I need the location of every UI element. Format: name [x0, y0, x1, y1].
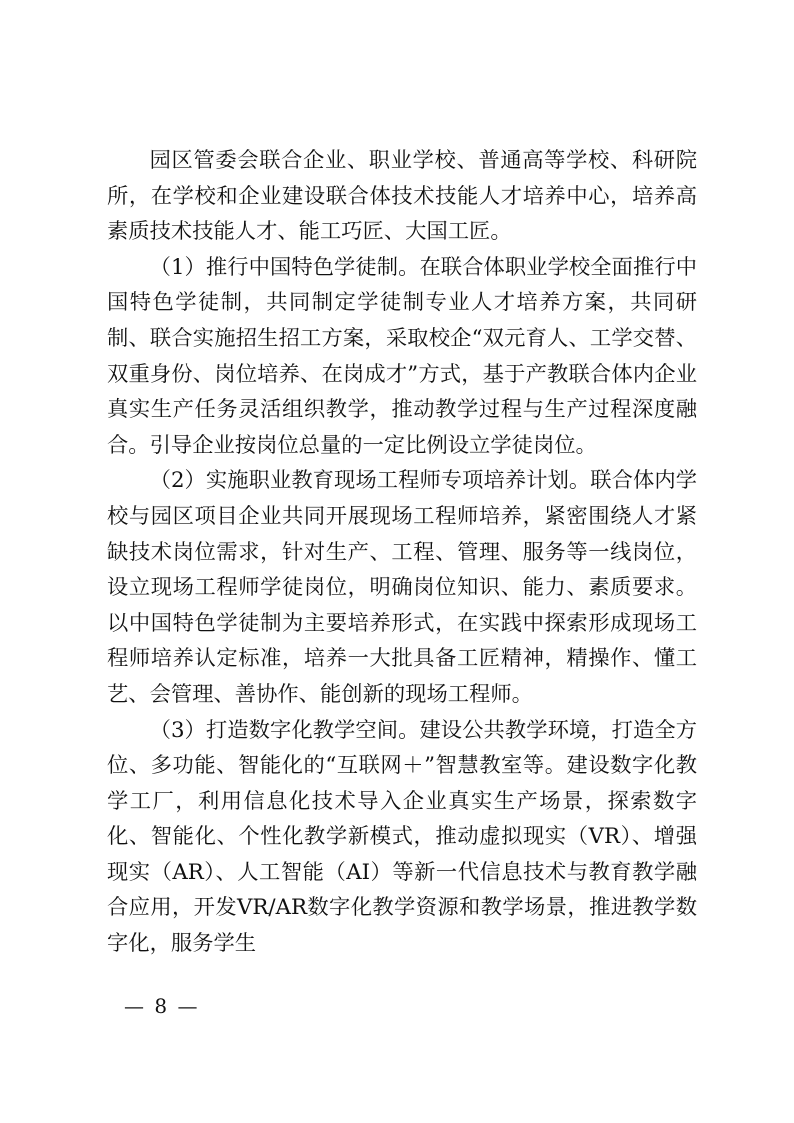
paragraph-digital-space: （3）打造数字化教学空间。建设公共教学环境，打造全方位、多功能、智能化的“互联网＋”智慧教室等。建设数字化教学工厂，利用信息化技术导入企业真实生产场景，探索数字化、智能化、个性化教学新模式，推动虚拟现实（VR）、增强现实（AR）、人工智能（AI）等新一代信息技术与教育教学融合应用，开发VR/AR数字化教学资源和教学场景，推进教学数字化，服务学生 [107, 717, 697, 957]
paragraph-intro: 园区管委会联合企业、职业学校、普通高等学校、科研院所，在学校和企业建设联合体技术技能人才培养中心，培养高素质技术技能人才、能工巧匠、大国工匠。 [107, 148, 697, 245]
page-number: — 8 — [124, 994, 200, 1018]
paragraph-apprenticeship: （1）推行中国特色学徒制。在联合体职业学校全面推行中国特色学徒制，共同制定学徒制专业人才培养方案，共同研制、联合实施招生招工方案，采取校企“双元育人、工学交替、双重身份、岗位培养、在岗成才”方式，基于产教联合体内企业真实生产任务灵活组织教学，推动教学过程与生产过程深度融合。引导企业按岗位总量的一定比例设立学徒岗位。 [107, 254, 697, 458]
paragraph-field-engineer: （2）实施职业教育现场工程师专项培养计划。联合体内学校与园区项目企业共同开展现场工程师培养，紧密围绕人才紧缺技术岗位需求，针对生产、工程、管理、服务等一线岗位，设立现场工程师学徒岗位，明确岗位知识、能力、素质要求。以中国特色学徒制为主要培养形式，在实践中探索形成现场工程师培养认定标准，培养一大批具备工匠精神，精操作、懂工艺、会管理、善协作、能创新的现场工程师。 [107, 468, 697, 707]
body-text [107, 143, 697, 962]
